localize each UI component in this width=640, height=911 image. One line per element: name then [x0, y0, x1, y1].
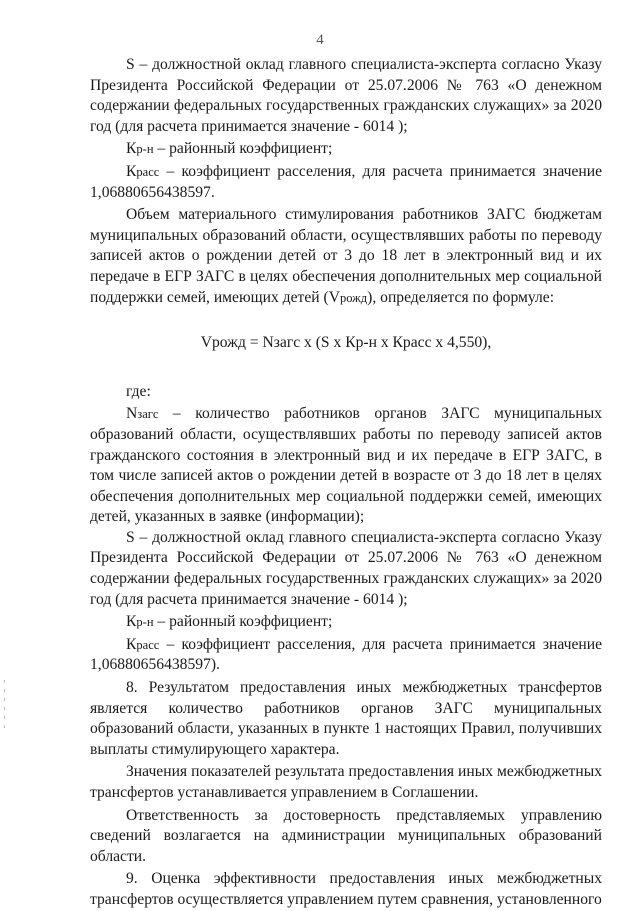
paragraph-regional-coefficient-repeat: Кр-н – районный коэффициент;: [126, 613, 333, 631]
formula: Vрожд = Nзагс x (S x Кр-н x Красс x 4,550),: [200, 334, 492, 352]
paragraph-where: где:: [126, 382, 151, 400]
paragraph-salary-repeat: S – должностной оклад главного специалиста-эксперта согласно Указу Президента Российской Федерации от 25.07.2006 № 763 «О денежном содержании федеральных государственных гражданских служащих» за 2020 год (для расчета принимается значение - 6014 );: [90, 528, 602, 608]
paragraph-item-9: 9. Оценка эффективности предоставления иных межбюджетных трансфертов осуществляется управлением путем сравнения, установленного: [90, 870, 602, 908]
paragraph-employee-count: Nзагс – количество работников органов ЗАГС муниципальных образований области, осуществлявших работы по переводу записей актов гражданского состояния в электронный вид и их передаче в ЕГР ЗАГС, в том числе записей актов о рождении детей в возрасте от 3 до 18 лет в целях обеспечения дополнительных мер социальной поддержки семей, имеющих детей, указанных в заявке (информации);: [90, 405, 602, 526]
page-number: 4: [316, 32, 324, 48]
paragraph-settlement-coefficient: Красс – коэффициент расселения, для расчета принимается значение 1,06880656438597.: [90, 162, 602, 201]
paragraph-settlement-coefficient-repeat: Красс – коэффициент расселения, для расчета принимается значение 1,06880656438597).: [90, 635, 602, 674]
paragraph-responsibility: Ответственность за достоверность представляемых управлению сведений возлагается на администрации муниципальных образований области.: [90, 806, 602, 865]
paragraph-stimulation-volume: Объем материального стимулирования работников ЗАГС бюджетам муниципальных образований области, осуществлявших работы по переводу записей актов о рождении детей от 3 до 18 лет в электронный вид и их передаче в ЕГР ЗАГС в целях обеспечения дополнительных мер социальной поддержки семей, имеющих детей (Vрожд), определяется по формуле:: [90, 206, 602, 306]
paragraph-indicator-values: Значения показателей результата предоставления иных межбюджетных трансфертов устанавливается управлением в Соглашении.: [90, 763, 602, 801]
paragraph-regional-coefficient: Кр-н – районный коэффициент;: [126, 140, 333, 158]
paragraph-salary: S – должностной оклад главного специалиста-эксперта согласно Указу Президента Российской Федерации от 25.07.2006 № 763 «О денежном содержании федеральных государственных гражданских служащих» за 2020 год (для расчета принимается значение - 6014 );: [90, 56, 602, 135]
paragraph-item-8: 8. Результатом предоставления иных межбюджетных трансфертов является количество работников органов ЗАГС муниципальных образований области, указанных в пункте 1 настоящих Правил, получивших выплаты стимулирующего характера.: [90, 679, 602, 758]
margin-mark: [4, 680, 6, 740]
document-body: [90, 55, 602, 911]
